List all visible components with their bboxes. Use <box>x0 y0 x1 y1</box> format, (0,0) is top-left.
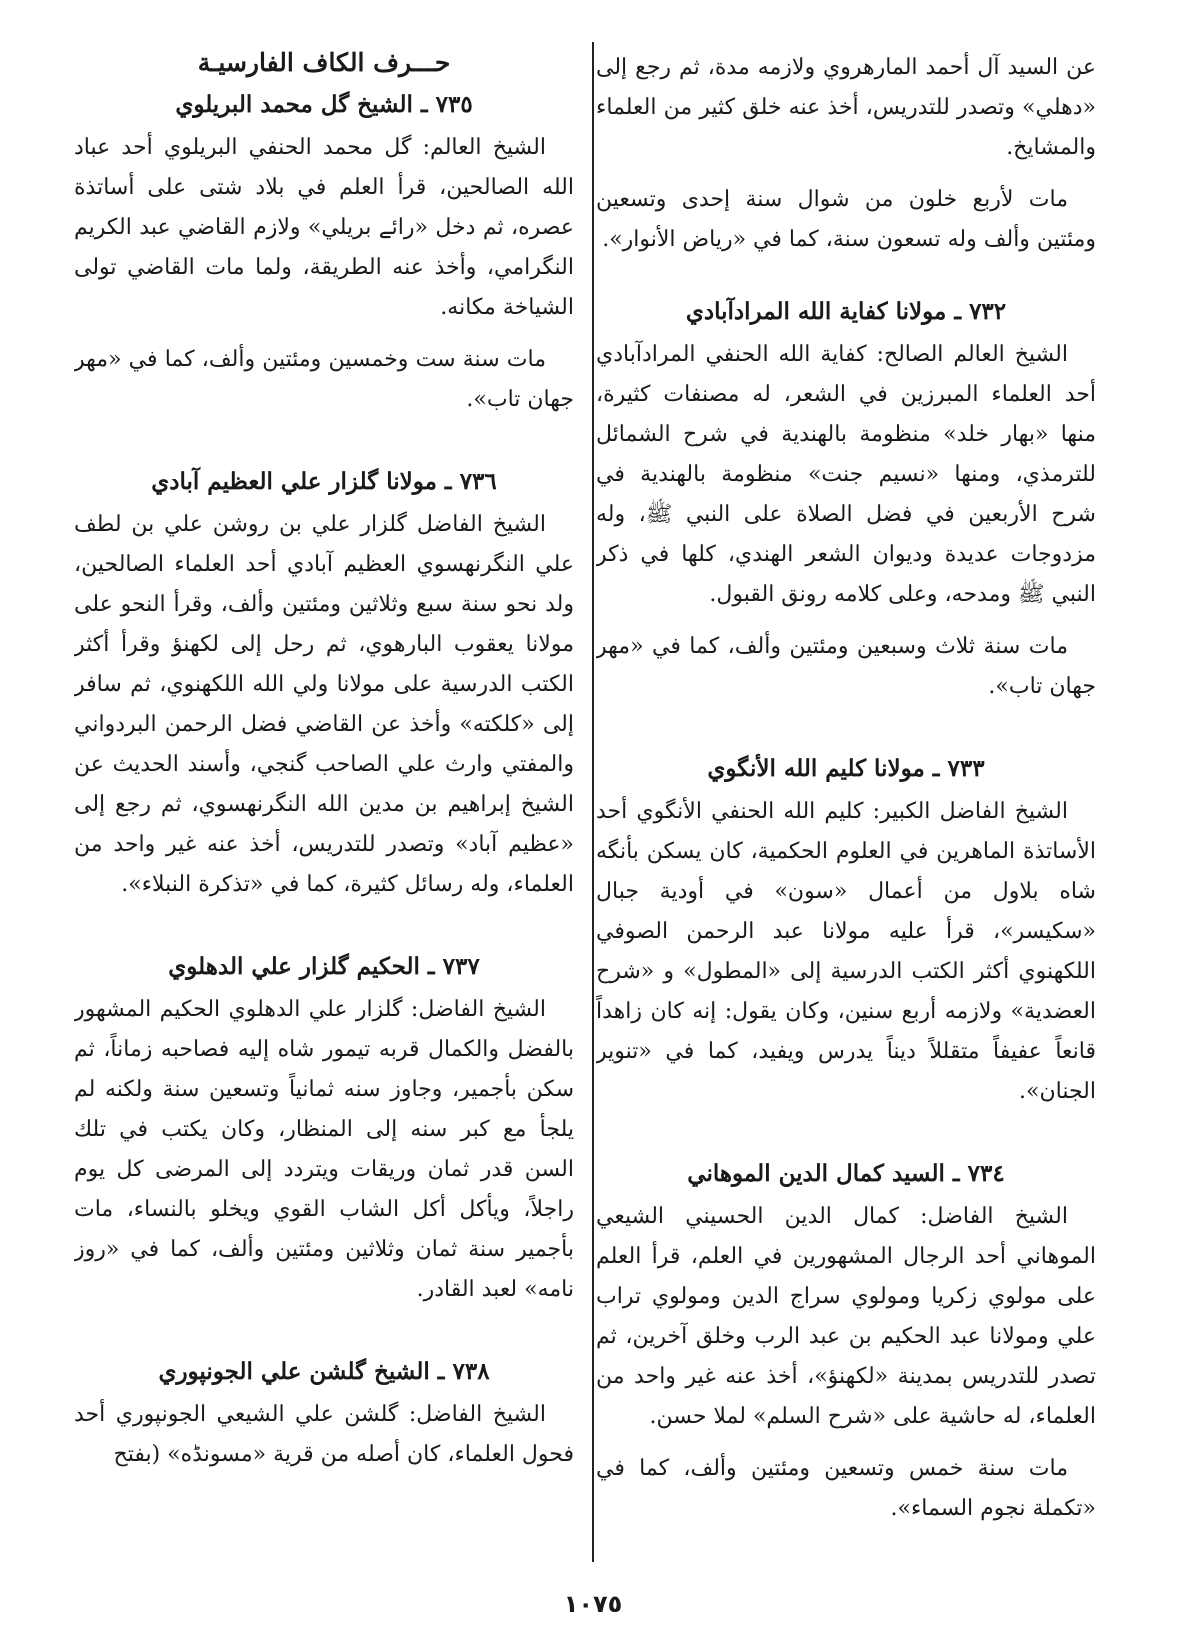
entry-title: ٧٣٣ ـ مولانا كليم الله الأنگوي <box>707 755 985 782</box>
biography-entry <box>596 755 1096 1112</box>
section-heading: حـــرف الكاف الفارسيـة <box>197 48 451 77</box>
entry-paragraph: الشيخ العالم: گل محمد الحنفي البريلوي أحد عباد الله الصالحين، قرأ العلم في بلاد شتى على أساتذة عصره، ثم دخل «رائے بريلي» ولازم القاضي عبد الكريم النگرامي، وأخذ عنه الطريقة، ولما مات القاضي تولى الشياخة مكانه. <box>74 135 574 320</box>
entry-paragraph: الشيخ الفاضل: گلزار علي الدهلوي الحكيم المشهور بالفضل والكمال قربه تيمور شاه إليه فصاحبه زماناً، ثم سكن بأجمير، وجاوز سنه ثمانياً وتسعين سنة ولكنه لم يلجأ مع كبر سنه إلى المنظار، وكان يكتب في تلك السن قدر ثمان وريقات ويتردد إلى المرضى كل يوم راجلاً، ويأكل أكل الشاب القوي ويخلو بالنساء، مات بأجمير سنة ثمان وثلاثين ومئتين وألف، كما في «روز نامه» لعبد القادر. <box>74 997 574 1302</box>
entry-title: ٧٣٧ ـ الحكيم گلزار علي الدهلوي <box>168 953 480 980</box>
entry-title: ٧٣٦ ـ مولانا گلزار علي العظيم آبادي <box>151 468 497 495</box>
entry-paragraph: الشيخ العالم الصالح: كفاية الله الحنفي المرادآبادي أحد العلماء المبرزين في الشعر، له مصنفات كثيرة، منها «بهار خلد» منظومة بالهندية في شرح الشمائل للترمذي، ومنها «نسيم جنت» منظومة بالهندية في شرح الأربعين في فضل الصلاة على النبي ﷺ، وله مزدوجات عديدة وديوان الشعر الهندي، كلها في ذكر النبي ﷺ ومدحه، وعلى كلامه رونق القبول. <box>596 342 1096 607</box>
entry-paragraph: مات سنة خمس وتسعين ومئتين وألف، كما في «تكملة نجوم السماء». <box>596 1456 1096 1521</box>
entry-paragraph: مات سنة ثلاث وسبعين ومئتين وألف، كما في «مهر جهان تاب». <box>596 634 1096 699</box>
page-number: ١٠٧٥ <box>563 1590 623 1618</box>
entry-paragraph: الشيخ الفاضل الكبير: كليم الله الحنفي الأنگوي أحد الأساتذة الماهرين في العلوم الحكمية، كان يسكن بأنگه شاه بلاول من أعمال «سون» في أودية جبال «سكيسر»، قرأ عليه مولانا عبد الرحمن الصوفي اللكهنوي أكثر الكتب الدرسية إلى «المطول» و «شرح العضدية» ولازمه أربع سنين، وكان يقول: إنه كان زاهداً قانعاً عفيفاً متقللاً ديناً يدرس ويفيد، كما في «تنوير الجنان». <box>596 799 1096 1104</box>
continuation-paragraph: مات لأربع خلون من شوال سنة إحدى وتسعين ومئتين وألف وله تسعون سنة، كما في «رياض الأنوار». <box>596 187 1096 252</box>
entry-title: ٧٣٨ ـ الشيخ گلشن علي الجونپوري <box>158 1358 490 1385</box>
entry-paragraph: مات سنة ست وخمسين ومئتين وألف، كما في «مهر جهان تاب». <box>74 347 574 412</box>
biography-entry <box>74 953 574 1310</box>
entry-title: ٧٣٤ ـ السيد كمال الدين الموهاني <box>687 1160 1005 1187</box>
entry-title: ٧٣٢ ـ مولانا كفاية الله المرادآبادي <box>685 298 1007 325</box>
biography-entry <box>74 91 574 420</box>
entry-title: ٧٣٥ ـ الشيخ گل محمد البريلوي <box>175 91 473 118</box>
column-divider <box>592 42 594 1562</box>
biography-entry <box>596 1160 1096 1529</box>
entry-paragraph: الشيخ الفاضل: كمال الدين الحسيني الشيعي الموهاني أحد الرجال المشهورين في العلم، قرأ العلم على مولوي زكريا ومولوي سراج الدين ومولوي تراب علي ومولانا عبد الحكيم بن عبد الرب وخلق آخرين، ثم تصدر للتدريس بمدينة «لكهنؤ»، أخذ عنه غير واحد من العلماء، له حاشية على «شرح السلم» لملا حسن. <box>596 1204 1096 1429</box>
right-column <box>596 48 1096 1568</box>
biography-entry <box>74 468 574 905</box>
entry-paragraph: الشيخ الفاضل: گلشن علي الشيعي الجونپوري أحد فحول العلماء، كان أصله من قرية «مسونڈه» (بفتح <box>74 1402 574 1467</box>
biography-entry <box>596 298 1096 707</box>
biography-entry <box>74 1358 574 1475</box>
left-column <box>74 48 574 1568</box>
entry-paragraph: الشيخ الفاضل گلزار علي بن روشن علي بن لطف علي النگرنهسوي العظيم آبادي أحد العلماء الصالحين، ولد نحو سنة سبع وثلاثين ومئتين وألف، وقرأ النحو على مولانا يعقوب البارهوي، ثم رحل إلى لكهنؤ وقرأ أكثر الكتب الدرسية على مولانا ولي الله اللكهنوي، ثم سافر إلى «كلكته» وأخذ عن القاضي فضل الرحمن البردواني والمفتي وارث علي الصاحب گنجي، وأسند الحديث عن الشيخ إبراهيم بن مدين الله النگرنهسوي، ثم رجع إلى «عظيم آباد» وتصدر للتدريس، أخذ عنه غير واحد من العلماء، وله رسائل كثيرة، كما في «تذكرة النبلاء». <box>74 512 574 897</box>
continuation-paragraph: عن السيد آل أحمد المارهروي ولازمه مدة، ثم رجع إلى «دهلي» وتصدر للتدريس، أخذ عنه خلق كثير من العلماء والمشايخ. <box>596 55 1096 160</box>
